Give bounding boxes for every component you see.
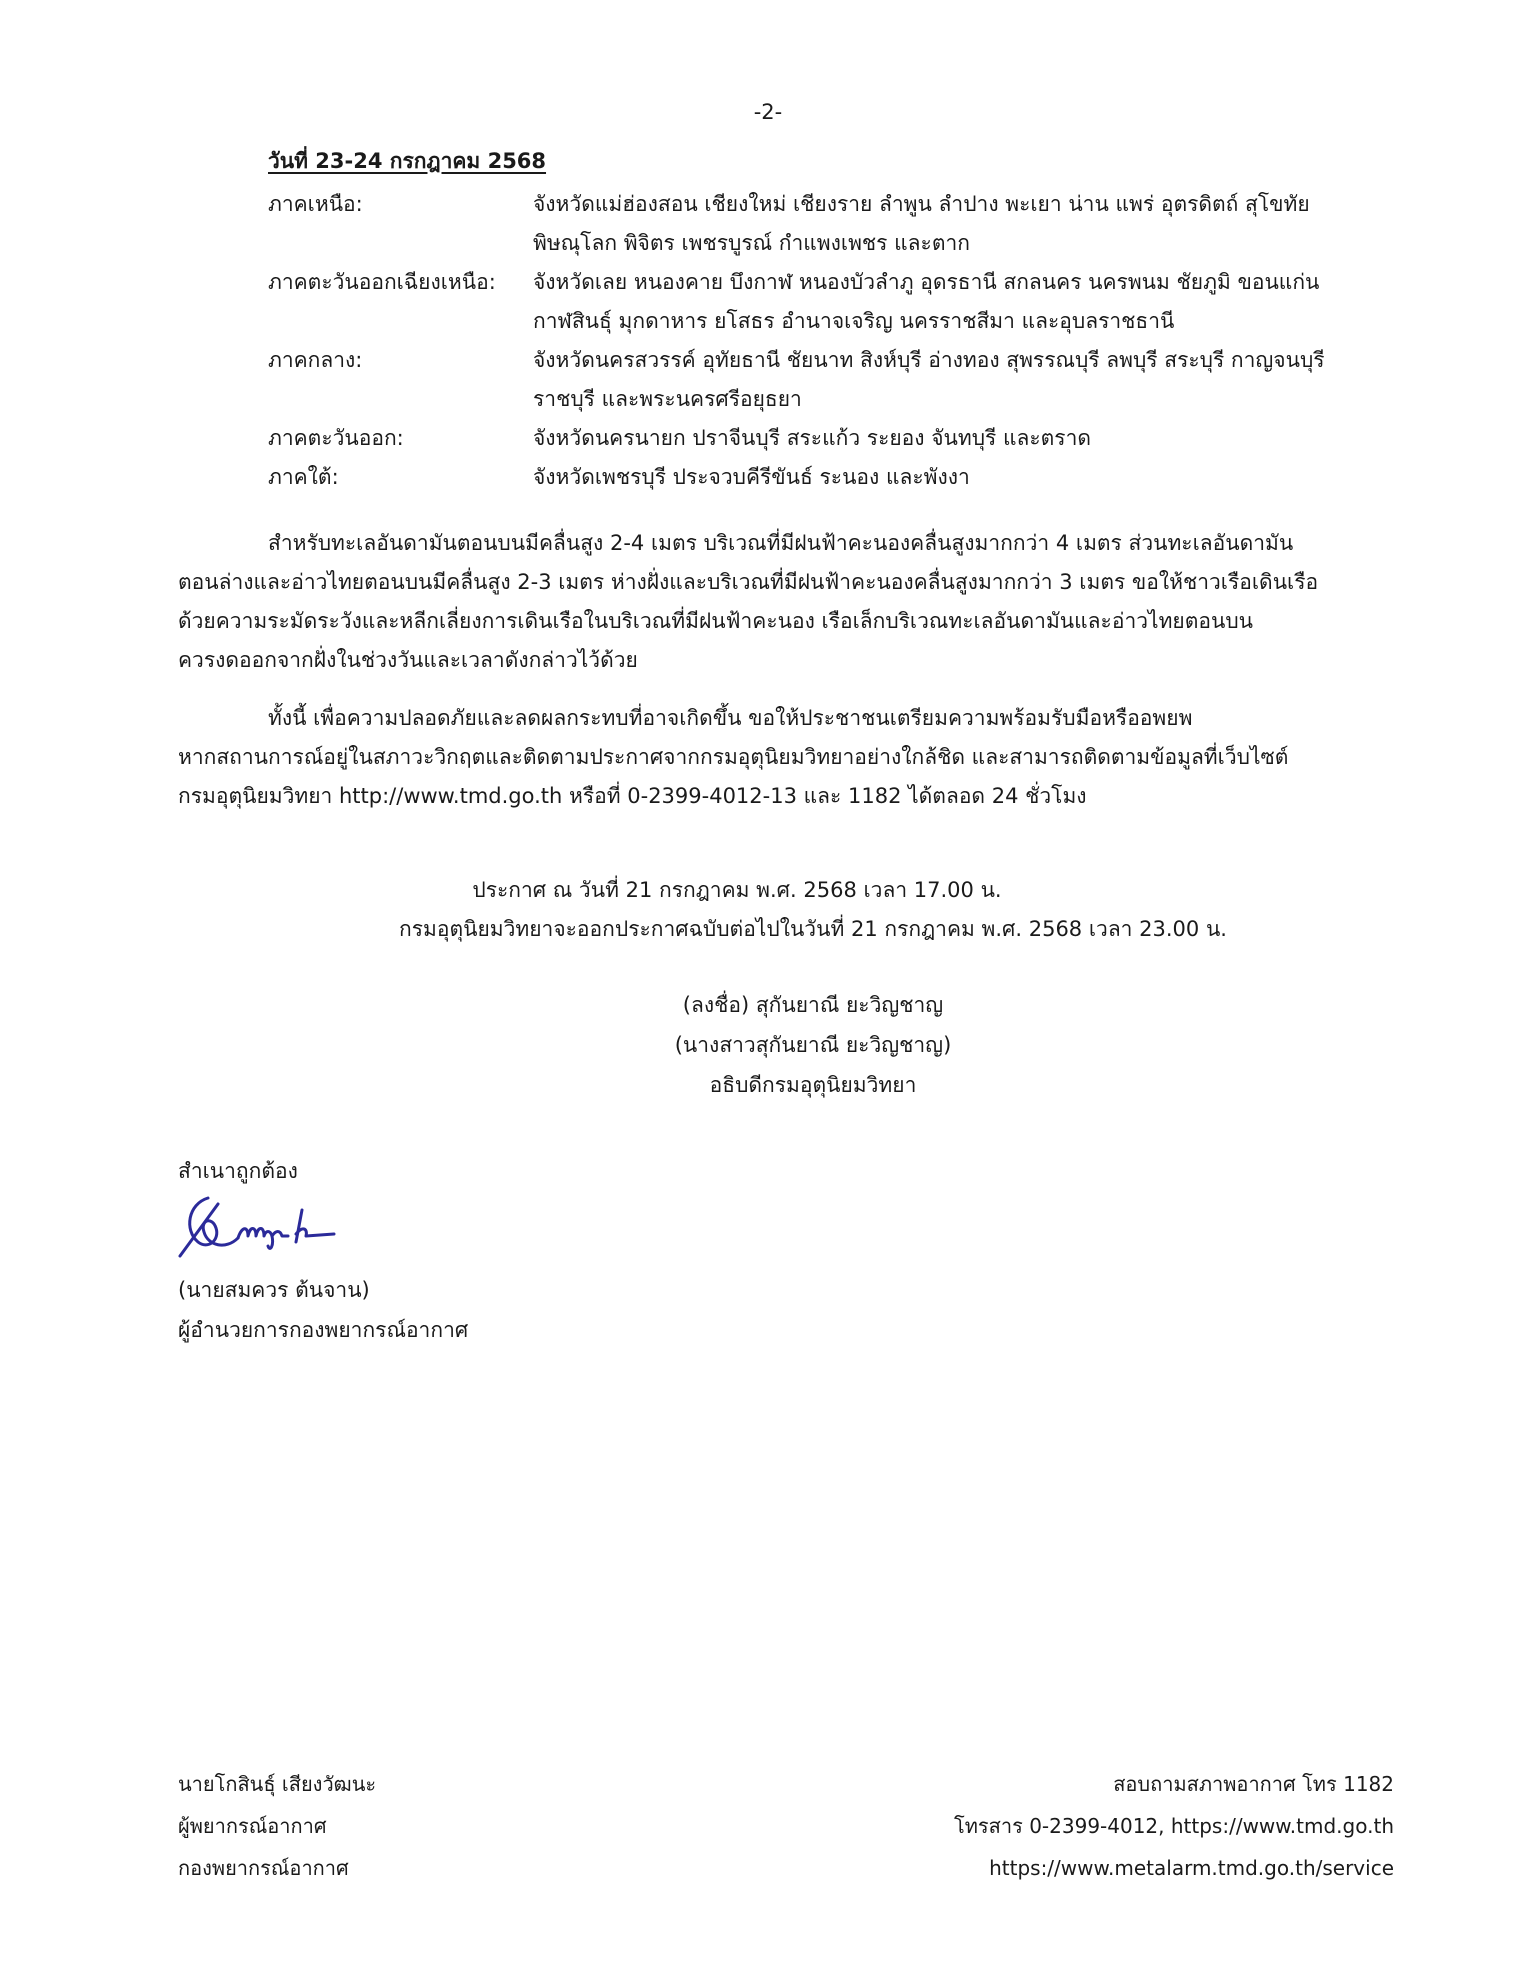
region-row-north <box>268 185 1368 263</box>
region-name: ภาคตะวันออก: <box>268 426 404 450</box>
forecaster-role: ผู้พยากรณ์อากาศ <box>178 1814 327 1838</box>
paragraph-line: ตอนล่างและอ่าวไทยตอนบนมีคลื่นสูง 2-3 เมตร ห่างฝั่งและบริเวณที่มีฝนฟ้าคะนองคลื่นสูงมากกว่า 3 เมตร ขอให้ชาวเรือเดินเรือ <box>178 570 1319 594</box>
announcement-issued: ประกาศ ณ วันที่ 21 กรกฎาคม พ.ศ. 2568 เวลา 17.00 น. <box>472 878 1002 902</box>
region-provinces <box>533 341 1368 419</box>
province-line: จังหวัดนครสวรรค์ อุทัยธานี ชัยนาท สิงห์บุรี อ่างทอง สุพรรณบุรี ลพบุรี สระบุรี กาญจนบุรี <box>533 348 1325 372</box>
paragraph-line: ควรงดออกจากฝั่งในช่วงวันและเวลาดังกล่าวไว้ด้วย <box>178 648 638 672</box>
region-list <box>268 185 1368 497</box>
certified-copy-label: สำเนาถูกต้อง <box>178 1159 298 1183</box>
province-line: ราชบุรี และพระนครศรีอยุธยา <box>533 387 802 411</box>
region-row-east <box>268 419 1368 458</box>
forecaster-name: นายโกสินธุ์ เสียงวัฒนะ <box>178 1772 377 1796</box>
announcement-block <box>0 871 1536 949</box>
province-line: กาฬสินธุ์ มุกดาหาร ยโสธร อำนาจเจริญ นครราชสีมา และอุบลราชธานี <box>533 309 1175 333</box>
paragraph-line: สำหรับทะเลอันดามันตอนบนมีคลื่นสูง 2-4 เมตร บริเวณที่มีฝนฟ้าคะนองคลื่นสูงมากกว่า 4 เมตร ส่วนทะเลอันดามัน <box>268 531 1294 555</box>
page-number: -2- <box>753 100 783 124</box>
paragraph-line: กรมอุตุนิยมวิทยา http://www.tmd.go.th หรือที่ 0-2399-4012-13 และ 1182 ได้ตลอด 24 ชั่วโมง <box>178 784 1087 808</box>
paragraph-sea-conditions <box>178 524 1368 680</box>
province-line: จังหวัดนครนายก ปราจีนบุรี สระแก้ว ระยอง จันทบุรี และตราด <box>533 426 1092 450</box>
section-heading: วันที่ 23-24 กรกฎาคม 2568 <box>268 149 547 173</box>
certified-copy-person <box>178 1270 468 1350</box>
contact-fax: โทรสาร 0-2399-4012, https://www.tmd.go.th <box>954 1814 1394 1838</box>
province-line: พิษณุโลก พิจิตร เพชรบูรณ์ กำแพงเพชร และตาก <box>533 231 970 255</box>
contact-inquiry: สอบถามสภาพอากาศ โทร 1182 <box>1113 1772 1394 1796</box>
region-provinces <box>533 263 1368 341</box>
paragraph-line: หากสถานการณ์อยู่ในสภาวะวิกฤตและติดตามประกาศจากกรมอุตุนิยมวิทยาอย่างใกล้ชิด และสามารถติดตามข้อมูลที่เว็บไซต์ <box>178 745 1289 769</box>
region-row-central <box>268 341 1368 419</box>
forecaster-division: กองพยากรณ์อากาศ <box>178 1856 349 1880</box>
paragraph-safety-advice <box>178 699 1368 816</box>
contact-service-url: https://www.metalarm.tmd.go.th/service <box>989 1856 1394 1880</box>
province-line: จังหวัดเลย หนองคาย บึงกาฬ หนองบัวลำภู อุดรธานี สกลนคร นครพนม ชัยภูมิ ขอนแก่น <box>533 270 1320 294</box>
signatory-name: (นางสาวสุกันยาณี ยะวิญชาญ) <box>674 1033 952 1057</box>
region-row-northeast <box>268 263 1368 341</box>
certified-copy-name: (นายสมควร ต้นจาน) <box>178 1278 370 1302</box>
paragraph-line: ทั้งนี้ เพื่อความปลอดภัยและลดผลกระทบที่อาจเกิดขึ้น ขอให้ประชาชนเตรียมความพร้อมรับมือหรืออพยพ <box>268 706 1193 730</box>
region-provinces <box>533 419 1368 458</box>
paragraph-line: ด้วยความระมัดระวังและหลีกเลี่ยงการเดินเรือในบริเวณที่มีฝนฟ้าคะนอง เรือเล็กบริเวณทะเลอันดามันและอ่าวไทยตอนบน <box>178 609 1254 633</box>
signatory-signed: (ลงชื่อ) สุกันยาณี ยะวิญชาญ <box>682 993 944 1017</box>
region-name: ภาคเหนือ: <box>268 192 363 216</box>
region-row-south <box>268 458 1368 497</box>
region-name: ภาคตะวันออกเฉียงเหนือ: <box>268 270 496 294</box>
province-line: จังหวัดแม่ฮ่องสอน เชียงใหม่ เชียงราย ลำพูน ลำปาง พะเยา น่าน แพร่ อุตรดิตถ์ สุโขทัย <box>533 192 1310 216</box>
footer-forecaster <box>178 1763 376 1889</box>
region-name: ภาคกลาง: <box>268 348 363 372</box>
region-provinces <box>533 458 1368 497</box>
signatory-block <box>0 985 1536 1105</box>
province-line: จังหวัดเพชรบุรี ประจวบคีรีขันธ์ ระนอง และพังงา <box>533 465 970 489</box>
footer-contact <box>954 1763 1394 1889</box>
announcement-next: กรมอุตุนิยมวิทยาจะออกประกาศฉบับต่อไปในวันที่ 21 กรกฎาคม พ.ศ. 2568 เวลา 23.00 น. <box>399 917 1227 941</box>
handwritten-signature <box>178 1190 338 1260</box>
signatory-position: อธิบดีกรมอุตุนิยมวิทยา <box>709 1073 917 1097</box>
region-name: ภาคใต้: <box>268 465 339 489</box>
region-provinces <box>533 185 1368 263</box>
certified-copy-position: ผู้อำนวยการกองพยากรณ์อากาศ <box>178 1318 469 1342</box>
